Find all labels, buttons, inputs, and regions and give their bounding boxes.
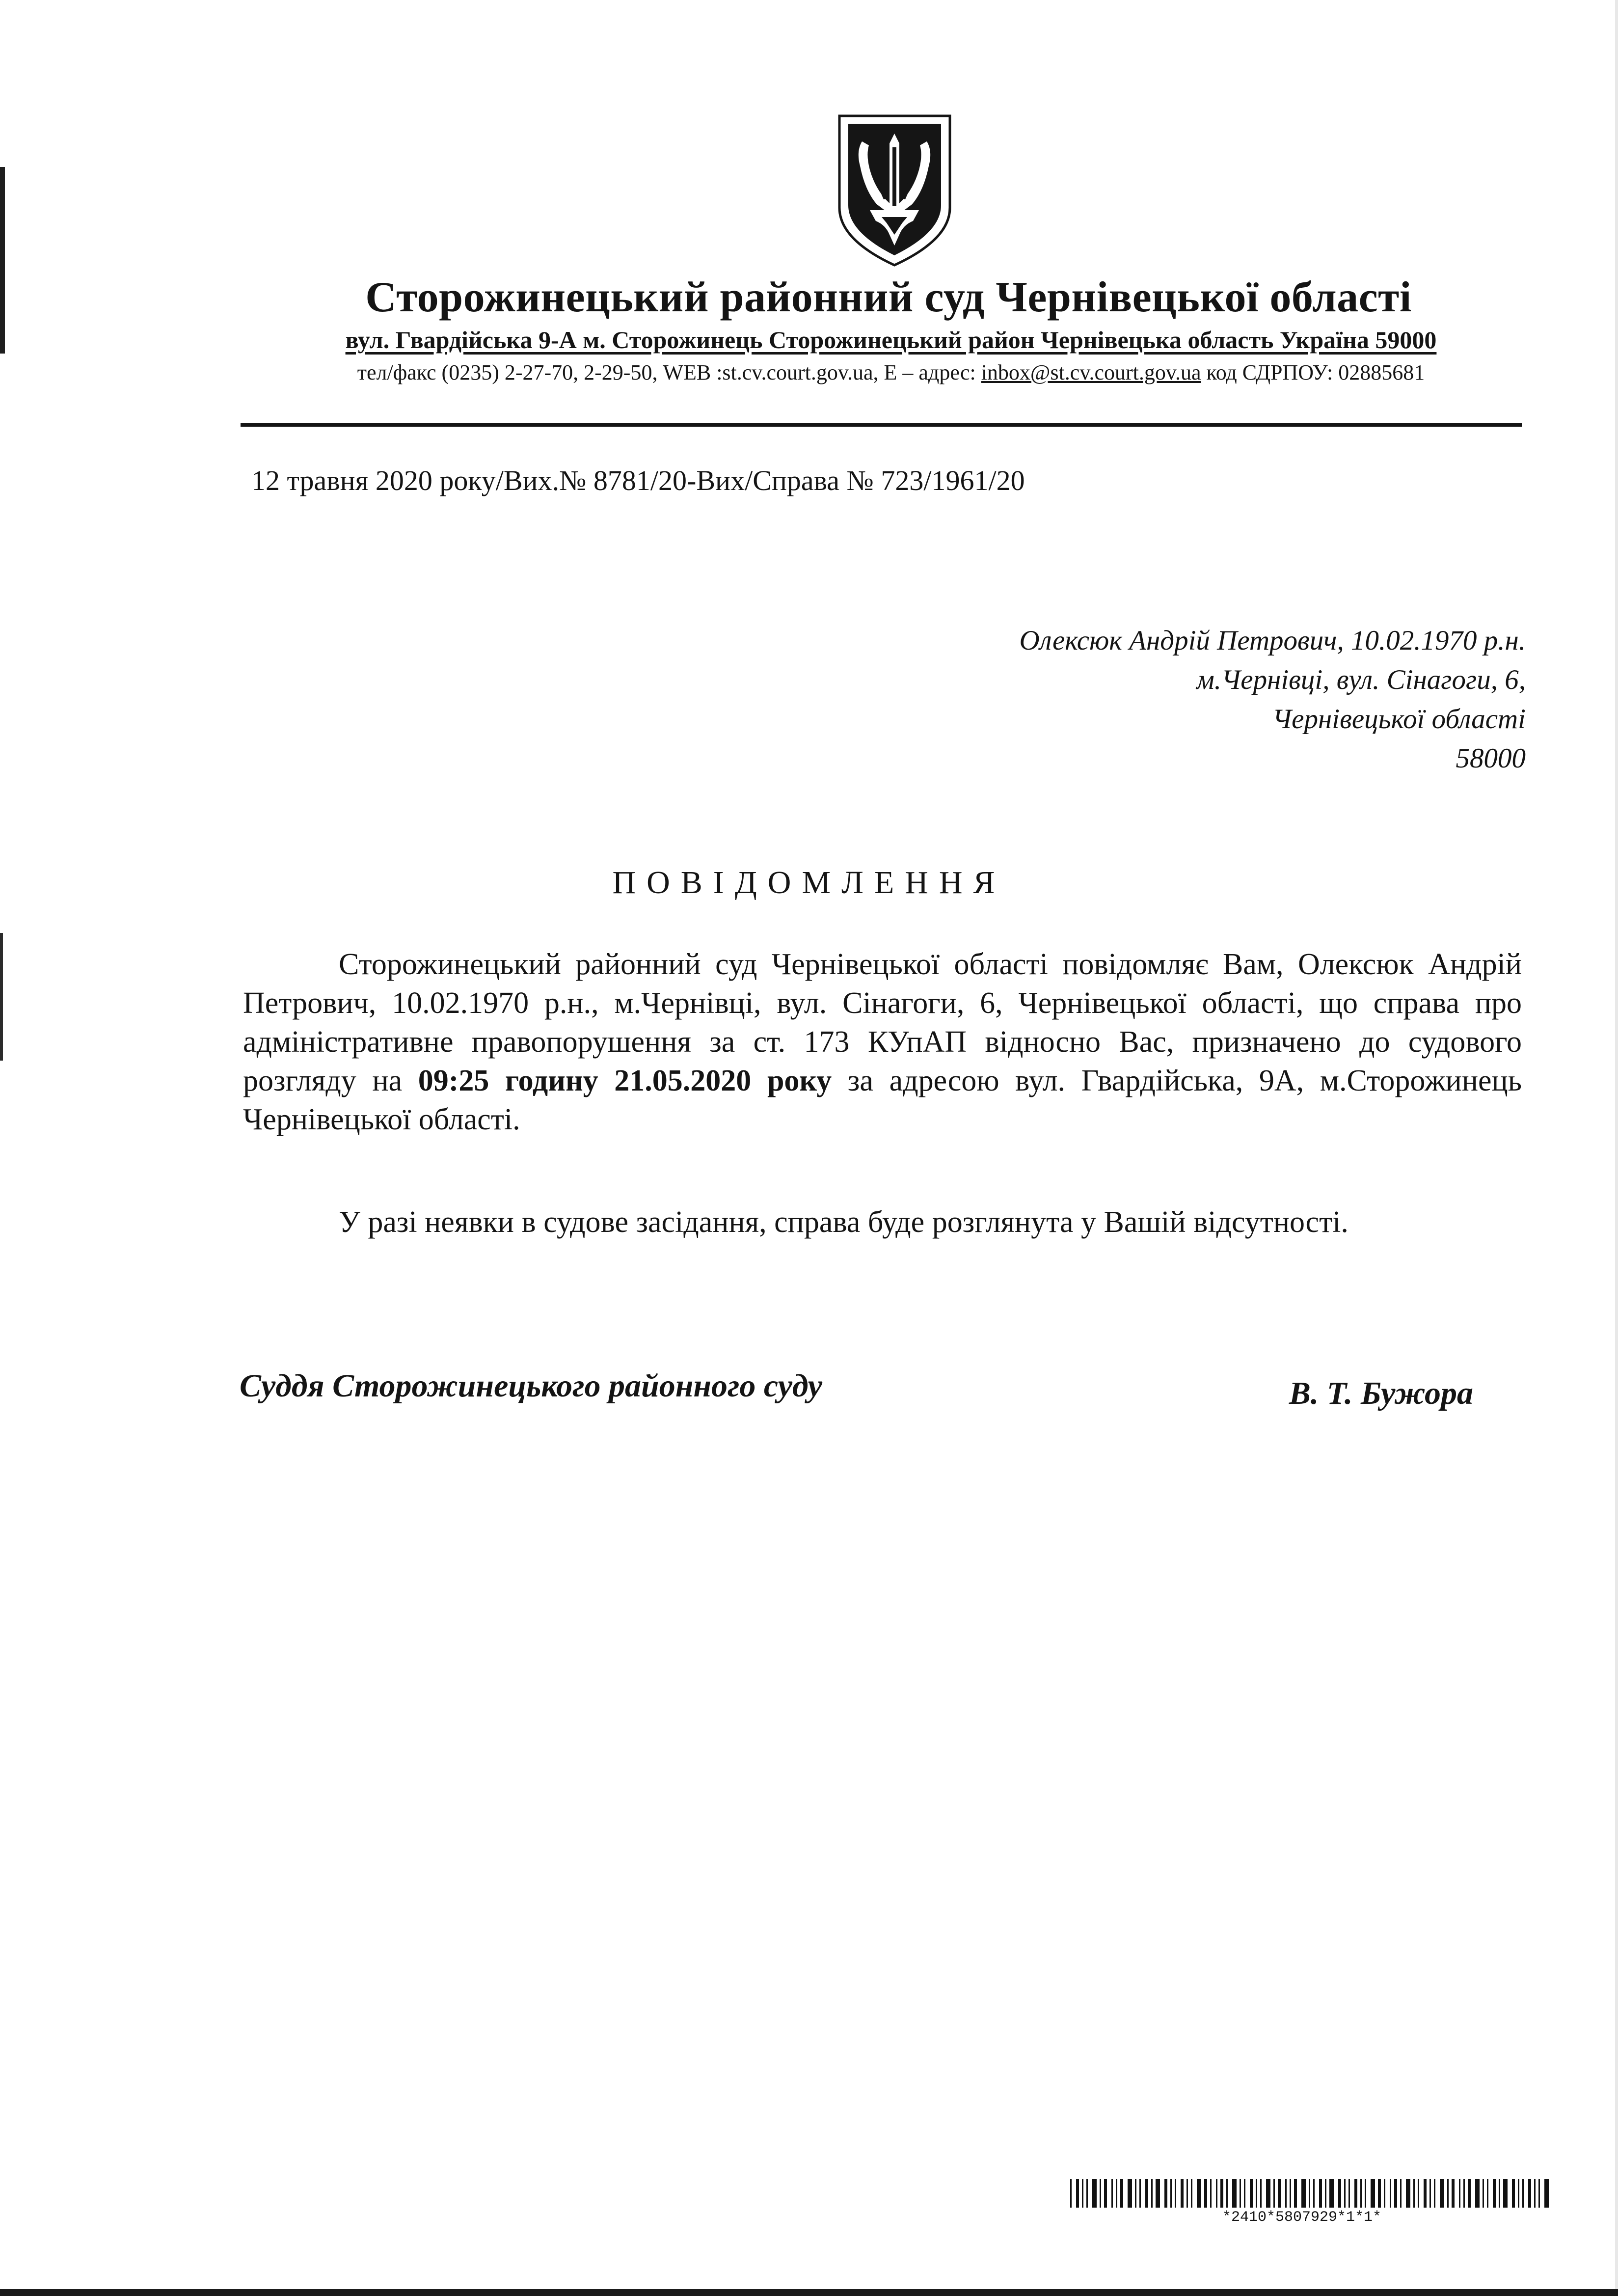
signature-position: Суддя Сторожинецького районного суду	[240, 1368, 823, 1404]
reference-line: 12 травня 2020 року/Вих.№ 8781/20-Вих/Справа № 723/1961/20	[251, 465, 1025, 496]
barcode-number: *2410*5807929*1*1*	[1222, 2209, 1382, 2226]
recipient-line: 58000	[1456, 743, 1526, 774]
signature-name: В. Т. Бужора	[1289, 1375, 1473, 1411]
scan-edge-artifact	[0, 167, 5, 354]
contacts-prefix: тел/факс (0235) 2-27-70, 2-29-50, WEB :st.cv.court.gov.ua, E – адрес:	[357, 360, 981, 384]
email-link[interactable]: inbox@st.cv.court.gov.ua	[981, 360, 1201, 384]
body-text-part: Сторожинецький районний суд Чернівецької області повідомляє Вам, Олексюк Андрій Петрович, 10.02.1970 р.н., м.Чернівці, вул. Сінагоги, 6, Чернівецької області, що справа про адміністративне правопорушення за ст. 173 КУпАП відносно Вас, призначено до судового розгляду на	[243, 948, 1522, 1097]
recipient-line: Чернівецької області	[1272, 704, 1526, 735]
document-title: ПОВІДОМЛЕННЯ	[612, 865, 1006, 901]
coat-of-arms-icon	[835, 112, 955, 269]
scan-edge-artifact	[0, 933, 3, 1061]
body-text-part: за адресою вул. Гвардійська, 9А, м.Сторожинець Чернівецької області.	[243, 1064, 1522, 1136]
barcode-icon	[1070, 2179, 1551, 2208]
scan-edge-artifact	[0, 2289, 1618, 2296]
header-divider	[241, 423, 1522, 427]
recipient-line: м.Чернівці, вул. Сінагоги, 6,	[1196, 664, 1526, 695]
hearing-datetime: 09:25 годину 21.05.2020 року	[418, 1064, 832, 1097]
court-address: вул. Гвардійська 9-А м. Сторожинець Сторожинецький район Чернівецька область Україна 59000	[345, 326, 1437, 354]
notice-body	[243, 945, 1522, 1139]
court-contacts	[272, 360, 1510, 385]
recipient-line: Олексюк Андрій Петрович, 10.02.1970 р.н.	[1019, 625, 1526, 656]
contacts-suffix: код СДРПОУ: 02885681	[1201, 360, 1425, 384]
court-name: Сторожинецький районний суд Чернівецької області	[365, 273, 1412, 321]
absence-notice: У разі неявки в судове засідання, справа буде розглянута у Вашій відсутності.	[339, 1205, 1348, 1239]
recipient-block	[1020, 621, 1526, 778]
scan-edge-artifact	[1615, 0, 1618, 2296]
